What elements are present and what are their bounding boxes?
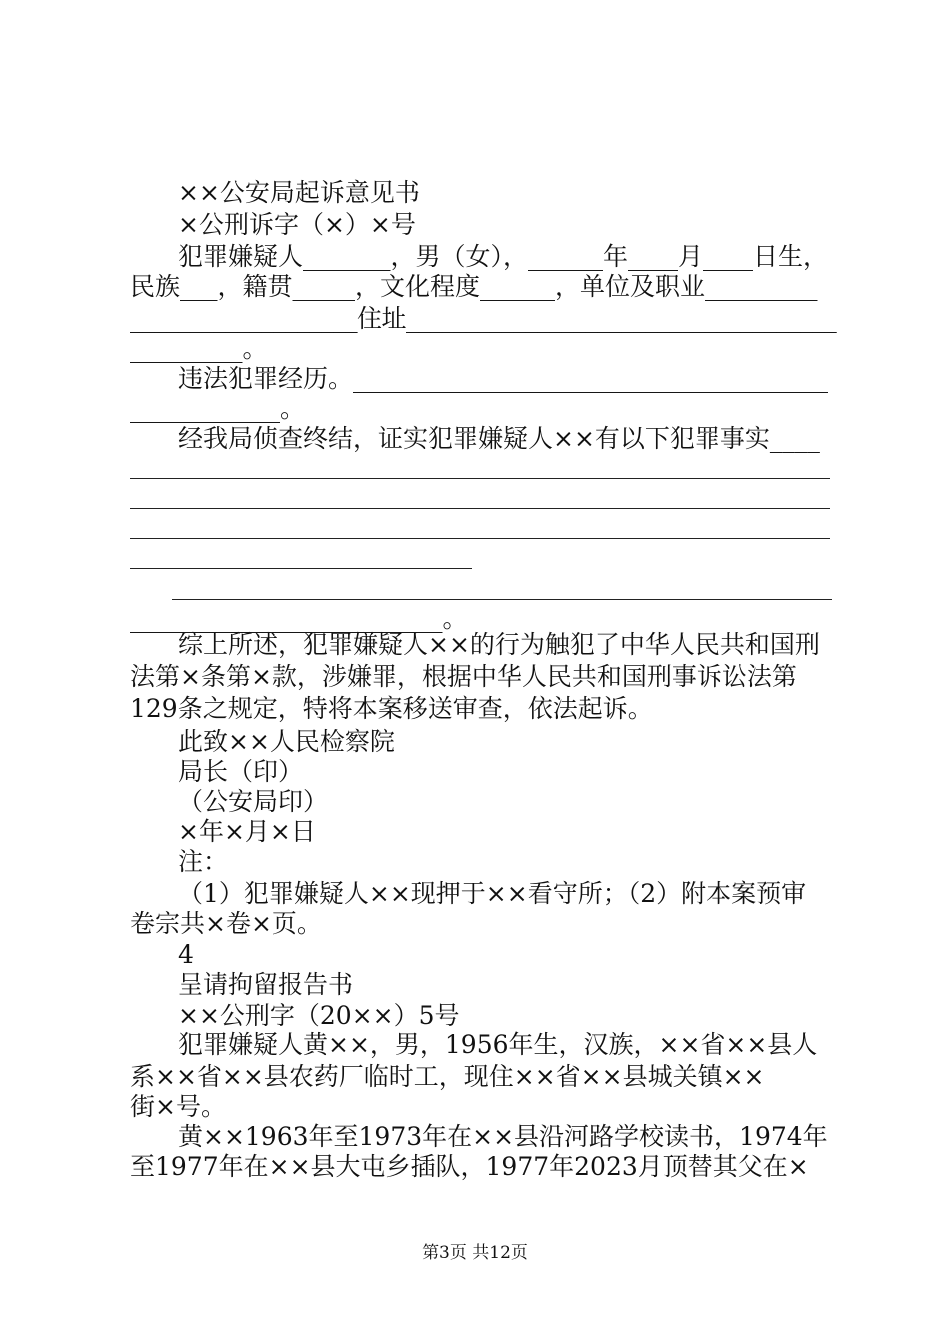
criminal-history-line-1: 违法犯罪经历。______________________________________ xyxy=(178,364,829,393)
report-suspect-line-1: 犯罪嫌疑人黄××，男，1956年生，汉族，××省××县人 xyxy=(178,1030,818,1059)
blank-fill-line xyxy=(172,599,832,600)
blank-fill-line xyxy=(130,508,830,509)
crime-facts-intro: 经我局侦查终结，证实犯罪嫌疑人××有以下犯罪事实____ xyxy=(178,424,820,453)
chief-signature: 局长（印） xyxy=(178,757,304,786)
report-title: 呈请拘留报告书 xyxy=(178,970,354,999)
suspect-info-line-4: _________。 xyxy=(130,334,268,363)
blank-fill-line xyxy=(130,568,472,569)
conclusion-line-2: 法第×条第×款，涉嫌罪，根据中华人民共和国刑事诉讼法第 xyxy=(130,662,797,691)
note-label: 注： xyxy=(178,847,229,876)
report-suspect-line-2: 系××省××县农药厂临时工，现住××省××县城关镇×× xyxy=(130,1062,765,1091)
report-suspect-line-3: 街×号。 xyxy=(130,1092,226,1121)
criminal-history-line-2: ____________。 xyxy=(130,394,306,423)
report-history-line-2: 至1977年在××县大屯乡插队，1977年2023月顶替其父在× xyxy=(130,1152,809,1181)
document-title: ××公安局起诉意见书 xyxy=(178,178,420,207)
document-number: ×公刑诉字（×）×号 xyxy=(178,210,416,239)
conclusion-line-1: 综上所述，犯罪嫌疑人××的行为触犯了中华人民共和国刑 xyxy=(178,630,820,659)
note-line-1: （1）犯罪嫌疑人××现押于××看守所；（2）附本案预审 xyxy=(178,879,807,908)
conclusion-line-3: 129条之规定，特将本案移送审查，依法起诉。 xyxy=(130,694,653,723)
recipient-line: 此致××人民检察院 xyxy=(178,727,395,756)
suspect-info-line-1: 犯罪嫌疑人_______，男（女），______年____月____日生， xyxy=(178,242,829,271)
document-date: ×年×月×日 xyxy=(178,817,316,846)
blank-fill-line xyxy=(130,538,830,539)
report-history-line-1: 黄××1963年至1973年在××县沿河路学校读书，1974年 xyxy=(178,1122,828,1151)
bureau-seal: （公安局印） xyxy=(178,787,329,816)
page-footer: 第3页 共12页 xyxy=(422,1243,528,1263)
suspect-info-line-3: ___________________住址____________________________________ xyxy=(130,304,837,333)
section-number: 4 xyxy=(178,940,194,969)
note-line-2: 卷宗共×卷×页。 xyxy=(130,909,322,938)
suspect-info-line-2: 民族___，籍贯_____，文化程度______，单位及职业_________ xyxy=(130,272,818,301)
crime-facts-end: _________________________。 xyxy=(130,604,468,633)
report-number: ××公刑字（20××）5号 xyxy=(178,1001,460,1030)
blank-fill-line xyxy=(130,478,830,479)
